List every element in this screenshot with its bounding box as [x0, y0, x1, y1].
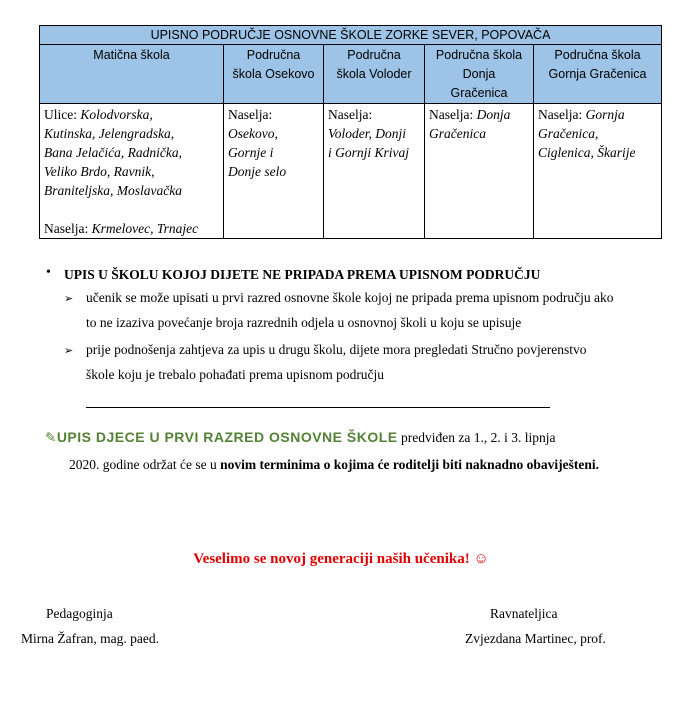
streets-label: Ulice:	[44, 107, 81, 122]
village-line: Gračenica, Ciglenica, Škarije	[538, 126, 636, 160]
header-line: Područna škola	[554, 48, 641, 62]
paragraph-line: prije podnošenja zahtjeva za upis u drugu školu, dijete mora pregledati Stručno povjerenstvo	[86, 342, 587, 357]
village-line: Donja	[476, 107, 511, 122]
left-signature-role: Pedagoginja	[46, 606, 113, 621]
paragraph-line: učenik se može upisati u prvi razred osnovne škole kojoj ne pripada prema upisnom području ako	[86, 290, 614, 305]
paragraph-line: to ne izaziva povećanje broja razrednih odjela u osnovnoj školi u koju se upisuje	[86, 315, 522, 330]
header-line: Gornja Gračenica	[548, 67, 647, 81]
header-line: Područna škola	[435, 48, 523, 62]
divider	[86, 407, 550, 408]
cell-donja-gracenica	[425, 104, 534, 239]
street-line: Bana Jelačića, Radnička,	[44, 145, 182, 160]
villages-value: Krmelovec, Trnajec	[91, 221, 199, 236]
pencil-icon: ✎	[45, 430, 57, 445]
village-line: i Gornji Krivaj	[328, 145, 410, 160]
left-signature-name: Mirna Žafran, mag. paed.	[21, 631, 159, 646]
cell-maticna	[40, 104, 224, 239]
villages-label: Naselja:	[328, 107, 373, 122]
arrow-right-icon: ➢	[64, 292, 74, 305]
table-title: UPISNO PODRUČJE OSNOVNE ŠKOLE ZORKE SEVER, POPOVAČA	[40, 26, 662, 45]
villages-label: Naselja:	[429, 107, 477, 122]
header-line: Gračenica	[450, 86, 508, 100]
header-line: Područna	[347, 48, 401, 62]
bullet-icon: •	[46, 265, 51, 280]
cell-voloder	[324, 104, 425, 239]
right-signature-role: Ravnateljica	[490, 606, 558, 621]
column-header-maticna	[40, 45, 224, 104]
header-line: Donja	[462, 67, 496, 81]
villages-label: Naselja:	[538, 107, 586, 122]
village-line: Osekovo,	[228, 126, 278, 141]
notice-text: 2020. godine održat će se u	[69, 457, 221, 472]
closing-message: Veselimo se novoj generaciji naših učenika! ☺	[193, 551, 489, 567]
column-header-gornja-gracenica	[534, 45, 662, 104]
header-line: Matična škola	[93, 48, 170, 62]
column-header-donja-gracenica	[425, 45, 534, 104]
notice-bold-text: novim terminima o kojima će roditelji biti naknadno obaviješteni.	[220, 457, 599, 472]
header-line: škola Osekovo	[232, 67, 315, 81]
street-line: Kolodvorska,	[80, 107, 153, 122]
paragraph-line: škole koju je trebalo pohađati prema upisnom području	[86, 367, 385, 382]
header-line: škola Voloder	[336, 67, 412, 81]
village-line: Gornja	[585, 107, 625, 122]
right-signature-name: Zvjezdana Martinec, prof.	[465, 631, 606, 646]
village-line: Gračenica	[429, 126, 486, 141]
cell-gornja-gracenica	[534, 104, 662, 239]
column-header-voloder	[324, 45, 425, 104]
street-line: Kutinska, Jelengradska,	[44, 126, 175, 141]
enrollment-notice	[45, 424, 657, 478]
village-line: Voloder, Donji	[328, 126, 407, 141]
column-header-osekovo	[224, 45, 324, 104]
enrollment-area-table	[39, 25, 662, 239]
section-heading: UPIS U ŠKOLU KOJOJ DIJETE NE PRIPADA PREMA UPISNOM PODRUČJU	[64, 267, 541, 282]
village-line: Gornje i	[228, 145, 274, 160]
villages-label: Naselja:	[44, 221, 92, 236]
arrow-right-icon: ➢	[64, 344, 74, 357]
header-line: Područna	[246, 48, 301, 62]
villages-label: Naselja:	[228, 107, 273, 122]
notice-highlight: UPIS DJECE U PRVI RAZRED OSNOVNE ŠKOLE	[56, 429, 398, 445]
street-line: Veliko Brdo, Ravnik,	[44, 164, 155, 179]
cell-osekovo	[224, 104, 324, 239]
village-line: Donje selo	[228, 164, 287, 179]
rule-item-1	[86, 285, 656, 335]
street-line: Braniteljska, Moslavačka	[44, 183, 182, 198]
notice-text: predviđen za 1., 2. i 3. lipnja	[397, 430, 556, 445]
rule-item-2	[86, 337, 656, 387]
